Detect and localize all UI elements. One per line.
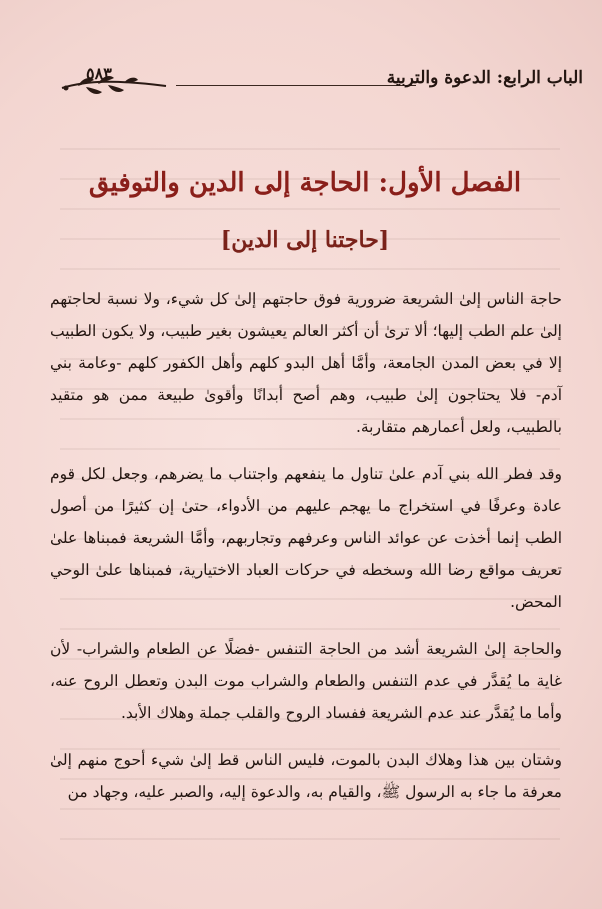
floral-ornament-icon	[58, 74, 168, 98]
page-header	[58, 60, 583, 100]
header-rule	[176, 85, 416, 86]
section-title: [حاجتنا إلى الدين]	[220, 227, 390, 253]
paragraph-3: والحاجة إلىٰ الشريعة أشد من الحاجة التنفس -فضلًا عن الطعام والشراب- لأن غاية ما يُقدَّر في عدم التنفس والطعام والشراب موت البدن وتعطل الروح عنه، وأما ما يُقدَّر عند عدم الشريعة ففساد الروح والقلب جملة وهلاك الأبد.	[50, 640, 562, 722]
paragraph-4: وشتان بين هذا وهلاك البدن بالموت، فليس الناس قط إلىٰ شيء أحوج منهم إلىٰ معرفة ما جاء به الرسول ﷺ، والقيام به، والدعوة إليه، والصبر عليه، وجهاد من	[50, 751, 562, 801]
body-text	[50, 283, 562, 823]
running-head: الباب الرابع: الدعوة والتربية	[386, 68, 583, 88]
paragraph-1: حاجة الناس إلىٰ الشريعة ضرورية فوق حاجتهم إلىٰ كل شيء، ولا نسبة لحاجتهم إلىٰ علم الطب إليها؛ ألا ترىٰ أن أكثر العالم يعيشون بغير طبيب، ولا يكون الطبيب إلا في بعض المدن الجامعة، وأمَّا أهل البدو كلهم وأهل الكفور كلهم -وعامة بني آدم- فلا يحتاجون إلىٰ طبيب، وهم أصح أبدانًا وأقوىٰ طبيعة ممن هو متقيد بالطبيب، ولعل أعمارهم متقاربة.	[50, 290, 562, 436]
chapter-title: الفصل الأول: الحاجة إلى الدين والتوفيق	[88, 168, 522, 198]
paragraph-2: وقد فطر الله بني آدم علىٰ تناول ما ينفعهم واجتناب ما يضرهم، وجعل لكل قوم عادة وعرفًا في استخراج ما يهجم عليهم من الأدواء، حتىٰ إن كثيرًا من أصول الطب إنما أخذت عن عوائد الناس وعرفهم وتجاربهم، وأمَّا الشريعة فمبناها علىٰ تعريف مواقع رضا الله وسخطه في حركات العباد الاختيارية، فمبناها علىٰ الوحي المحض.	[50, 465, 562, 611]
page-number: ٥٨٣	[86, 64, 112, 83]
